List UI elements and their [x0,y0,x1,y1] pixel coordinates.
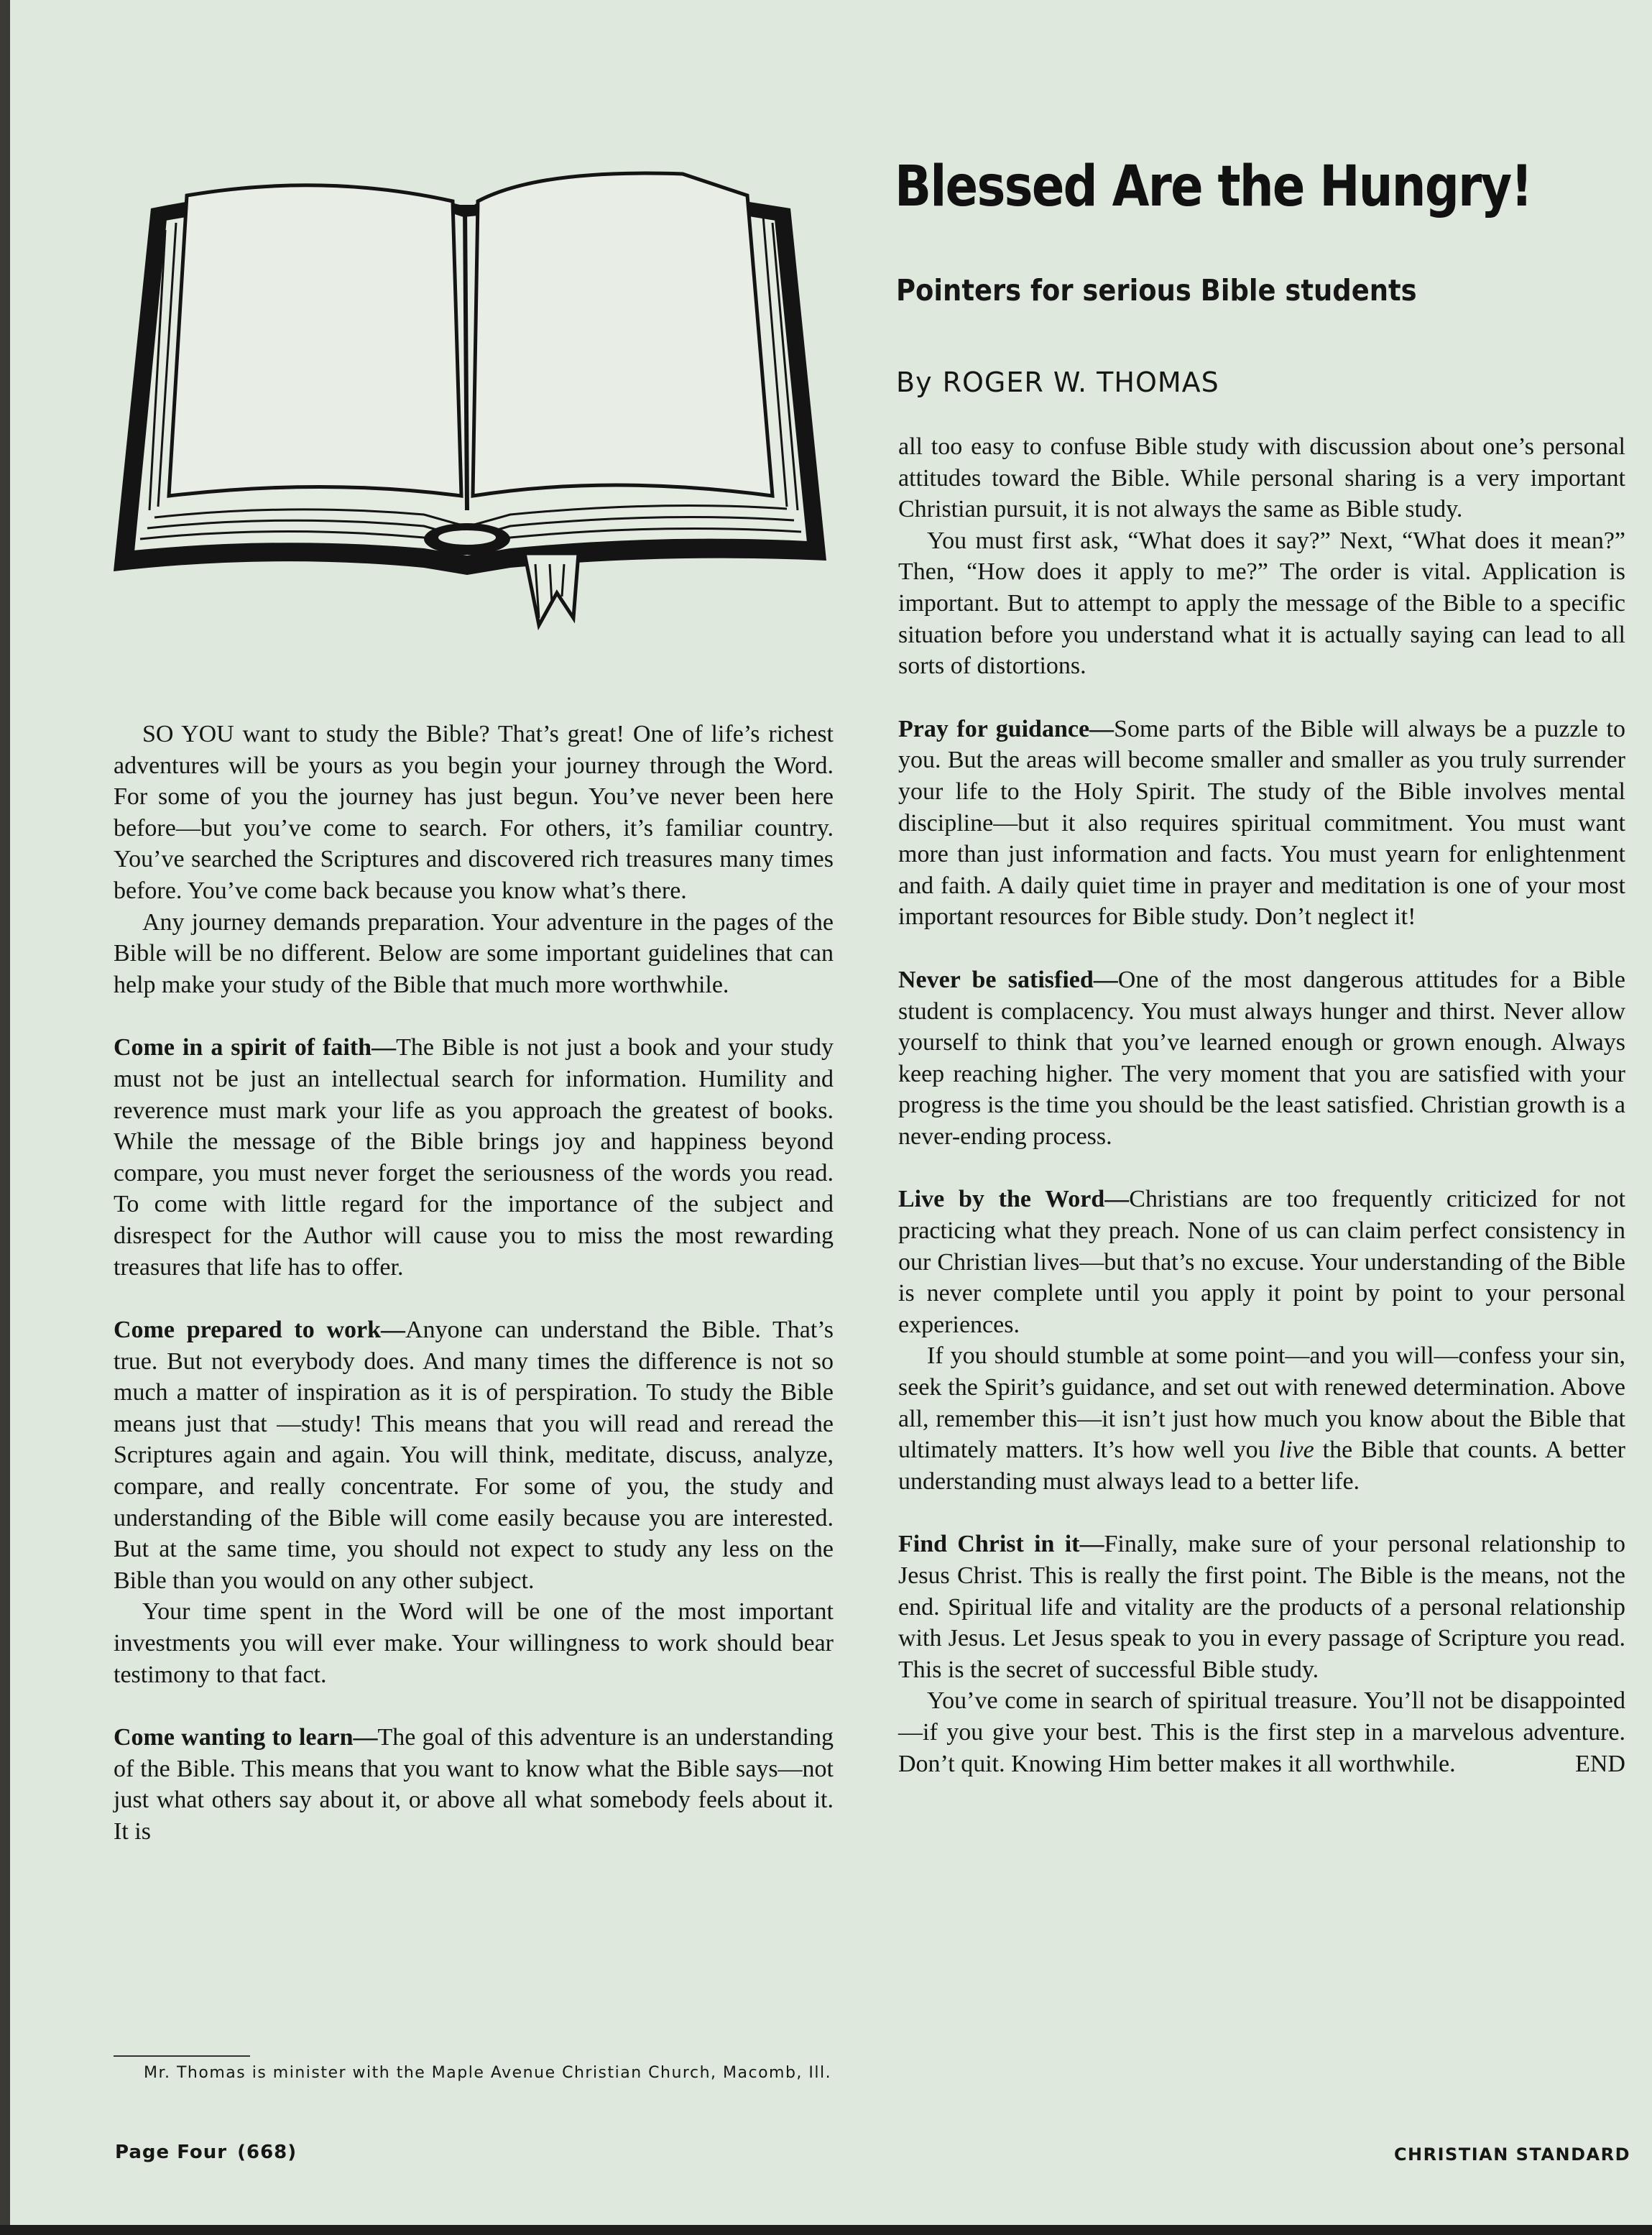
author-name: ROGER W. THOMAS [942,367,1219,398]
section-find-christ [898,1529,1625,1685]
section-text: The Bible is not just a book and your study must not be just an intellectual search for information. Humility and reverence must mark your life as you approach the greatest of books. While the message of the Bible brings joy and happiness beyond compare, you must never forget the seriousness of the words you read. To come with little regard for the importance of the subject and disrespect for the Author will cause you to miss the most rewarding treasures that life has to offer. [114,1034,834,1281]
article-body-left-column [114,719,834,1848]
section-pray-for-guidance [898,714,1625,933]
footnote-rule [114,2055,250,2057]
byline [896,367,1219,398]
page-label: Page Four [115,2142,228,2163]
page-bottom-edge [0,2225,1652,2235]
author-footnote: Mr. Thomas is minister with the Maple Avenue Christian Church, Macomb, Ill. [144,2064,832,2082]
text-run: the Bible that counts. A better understanding must always lead to a better life. [898,1437,1626,1495]
section-text: Some parts of the Bible will always be a puzzle to you. But the areas will become smaller and smaller as you truly surrender your life to the Holy Spirit. The study of the Bible involves mental discipline—but it also requires spiritual commitment. You must want more than just information and facts. You must yearn for enlightenment and faith. A daily quiet time in prayer and meditation is one of your most important resources for Bible study. Don’t neglect it! [898,715,1625,931]
section-live-by-the-word [898,1184,1625,1340]
section-heading: Pray for guidance— [898,715,1115,742]
intro-paragraph-2: Any journey demands preparation. Your adventure in the pages of the Bible will be no different. Below are some important guidelines that can help make your study of the Bible that much more worthwhile. [114,908,834,998]
section-heading: Come wanting to learn— [114,1724,378,1751]
continued-paragraph-2: You must first ask, “What does it say?” Next, “What does it mean?” Then, “How does it apply to me?” The order is vital. Application is important. But to attempt to apply the message of the Bible to a specific situation before you understand what it is actually saying can lead to all sorts of distortions. [898,527,1625,680]
continued-paragraph: all too easy to confuse Bible study with discussion about one’s personal attitudes toward the Bible. While personal sharing is a very important Christian pursuit, it is not always the same as Bible study. [898,433,1625,523]
byline-prefix: By [896,367,933,398]
end-mark: END [1575,1750,1625,1777]
emphasis-word: live [1278,1437,1314,1464]
section-text: Anyone can understand the Bible. That’s true. But not everybody does. And many times the difference is not so much a matter of inspiration as it is of perspiration. To study the Bible means just that —study! This means that you will read and reread the Scriptures again and again. You will think, meditate, discuss, analyze, compare, and really concentrate. For some of you, the study and understanding of the Bible will come easily because you are interested. But at the same time, you should not expect to study any less on the Bible than you would on any other subject. [114,1317,834,1594]
article-body-right-column [898,431,1625,1779]
section-heading: Find Christ in it— [898,1531,1104,1558]
section-heading: Never be satisfied— [898,966,1118,993]
section-heading: Come prepared to work— [114,1317,406,1344]
page-number: (668) [237,2142,297,2163]
section-heading: Come in a spirit of faith— [114,1034,397,1061]
section-text: Finally, make sure of your personal relationship to Jesus Christ. This is really the first point. The Bible is the means, not the end. Spiritual life and vitality are the products of a personal relationship with Jesus. Let Jesus speak to you in every passage of Scripture you read. This is the secret of successful Bible study. [898,1531,1625,1683]
section-text-continued [898,1340,1625,1497]
intro-paragraph: SO YOU want to study the Bible? That’s great! One of life’s richest adventures will be yours as you begin your journey through the Word. For some of you the journey has just begun. You’ve never been here before—but you’ve come to search. For others, it’s familiar country. You’ve searched the Scriptures and discovered rich treasures many times before. You’ve come back because you know what’s there. [114,721,834,904]
section-wanting-to-learn [114,1722,834,1847]
closing-text: You’ve come in search of spiritual treasure. You’ll not be disappointed—if you give your best. This is the first step in a marvelous adventure. Don’t quit. Knowing Him better makes it all worthwhile. [898,1687,1625,1777]
section-text: Christians are too frequently criticized for not practicing what they preach. None of us can claim perfect consistency in our Christian lives—but that’s no excuse. Your understanding of the Bible is never complete until you apply it point by point to your personal experiences. [898,1186,1625,1338]
folio-left [115,2142,297,2163]
text-run: If you should stumble at some point—and you will—confess your sin, seek the Spirit’s guidance, and set out with renewed determination. Above all, remember this—it isn’t just how much you know about the Bible that ultimately matters. It’s how well you [898,1342,1625,1464]
section-text: The goal of this adventure is an understanding of the Bible. This means that you want to know what the Bible says—not just what others say about it, or above all what somebody feels about it. It is [114,1724,834,1845]
open-bible-illustration [108,151,834,640]
section-spirit-of-faith [114,1032,834,1283]
article-subtitle: Pointers for serious Bible students [896,273,1417,308]
article-title: Blessed Are the Hungry! [895,155,1532,219]
page-binding-edge [0,0,10,2235]
section-text: One of the most dangerous attitudes for a Bible student is complacency. You must always hunger and thirst. Never allow yourself to think that you’ve learned enough or grown enough. Always keep reaching higher. The very moment that you are satisfied with your progress is the time you should be the least satisfied. Christian growth is a never-ending process. [898,966,1625,1150]
section-never-be-satisfied [898,964,1625,1153]
closing-paragraph [898,1685,1625,1779]
publication-name: CHRISTIAN STANDARD [1393,2144,1630,2165]
section-text-continued: Your time spent in the Word will be one of the most important investments you will ever make. Your willingness to work should bear testimony to that fact. [114,1598,834,1688]
section-prepared-to-work [114,1314,834,1596]
section-heading: Live by the Word— [898,1186,1130,1213]
